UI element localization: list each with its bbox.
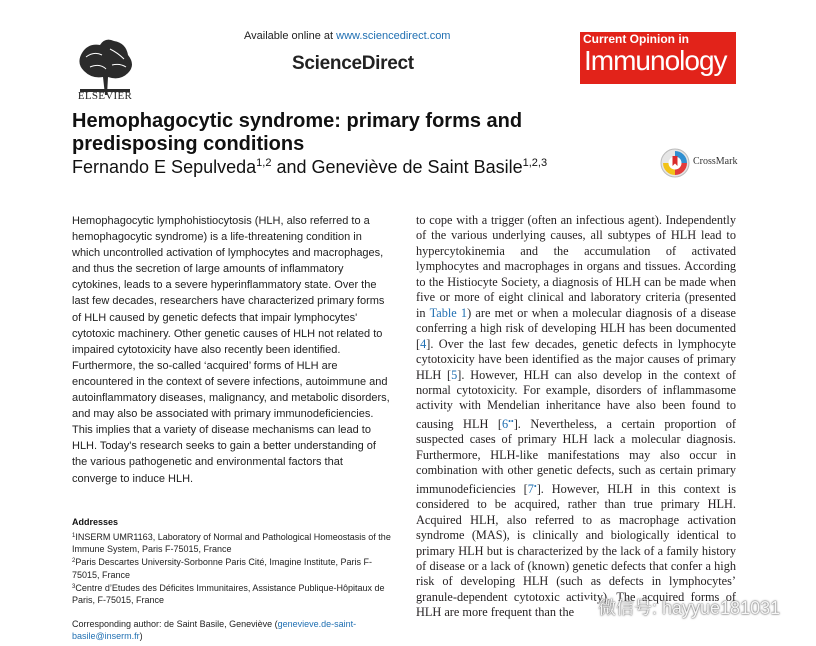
author-1-affiliation: 1,2 (256, 157, 272, 169)
crossmark-label[interactable]: CrossMark (693, 156, 738, 167)
body-segment: ]. Over the last few decades, genetic defects in lymphocyte cytotoxicity have been identified as the major causes of primary HLH [ (416, 336, 736, 382)
sciencedirect-brand: ScienceDirect (292, 53, 414, 74)
addresses-heading: Addresses (72, 517, 119, 527)
address-item (72, 581, 397, 606)
wechat-watermark: 微信号: hayyue181031 (598, 598, 781, 618)
author-2: Geneviève de Saint Basile (311, 157, 523, 177)
body-segment: to cope with a trigger (often an infectious agent). Independently of the various underlying causes, all subtypes of HLH lead to hypercytokinemia and the accumulation of activated lymphocytes and macrophages in organs and tissues. According to the Histiocyte Society, a diagnosis of HLH can be made when five or more of eight clinical and laboratory criteria (presented in (416, 213, 736, 320)
address-number: 3 (72, 583, 76, 590)
body-segment: ]. However, HLH can also develop in the context of normal cytotoxicity. For example, disorders of inflammasome activity with Mendelian inheritance have also been found to causing HLH [ (416, 367, 736, 431)
body-text (416, 213, 736, 621)
reference-7-link[interactable] (528, 482, 537, 496)
reference-6-link[interactable] (502, 417, 514, 431)
reference-6-mark[interactable]: •• (508, 416, 514, 426)
table-1-link[interactable]: Table 1 (429, 305, 468, 320)
address-text: INSERM UMR1163, Laboratory of Normal and Pathological Homeostasis of the Immune System, Paris F-75015, France (72, 532, 391, 555)
corresponding-prefix: Corresponding author: de Saint Basile, Geneviève ( (72, 619, 278, 629)
author-line (72, 157, 547, 178)
corresponding-email-link[interactable]: genevieve.de-saint-basile@inserm.fr (72, 619, 357, 642)
body-segment: ]. Nevertheless, a certain proportion of suspected cases of primary HLH lack a molecular diagnosis. Furthermore, HLH-like manifestations may also occur in combination with other genetic defects, such as certain primary immunodeficiencies [ (416, 416, 736, 496)
available-prefix: Available online at (244, 30, 337, 42)
address-item (72, 555, 397, 580)
author-1: Fernando E Sepulveda (72, 157, 257, 177)
reference-7-mark[interactable]: • (533, 481, 537, 491)
address-number: 2 (72, 558, 76, 565)
addresses-list (72, 530, 397, 606)
sciencedirect-link[interactable]: www.sciencedirect.com (336, 30, 451, 42)
journal-series: Current Opinion in (583, 32, 689, 46)
corresponding-author (72, 618, 397, 642)
reference-6-number[interactable]: 6 (501, 416, 509, 431)
body-segment: ) are met or when a molecular diagnosis of a disease conferring a high risk of developing HLH has been documented [ (416, 305, 737, 351)
corresponding-suffix: ) (139, 631, 143, 642)
address-number: 1 (72, 533, 76, 539)
available-online-line (244, 30, 450, 42)
publisher-name: ELSEVIER (77, 90, 133, 102)
reference-7-number[interactable]: 7 (527, 481, 534, 496)
article-title: Hemophagocytic syndrome: primary forms and predisposing conditions (72, 110, 523, 155)
body-segment: ]. However, HLH in this context is considered to be acquired, rather than true primary HLH. Acquired HLH, also referred to as macrophage activation syndrome (MAS), is clinically and biologically identical to primary HLH but is characterized by the lack of a family history of disease or a lack of (known) genetic defects that confer a high risk of developing HLH (such as defects in lymphocytes’ granule-dependent cytotoxic activity). The acquired forms of HLH are more frequent than the (416, 481, 736, 620)
address-text: Centre d’Etudes des Déficites Immunitaires, Assistance Publique-Hôpitaux de Paris, F-75015, France (72, 582, 385, 606)
author-conjunction: and (271, 157, 312, 177)
crossmark-icon[interactable] (660, 148, 690, 178)
author-2-affiliation: 1,2,3 (522, 157, 548, 169)
address-text: Paris Descartes University-Sorbonne Paris Cité, Imagine Institute, Paris F-75015, France (72, 557, 372, 580)
journal-title: Immunology (584, 45, 727, 76)
address-item (72, 530, 397, 555)
abstract-text: Hemophagocytic lymphohistiocytosis (HLH, also referred to a hemophagocytic syndrome) is a life-threatening condition in which uncontrolled activation of lymphocytes and macrophages, and thus the secretion of large amounts of inflammatory cytokines, leads to a severe hyperinflammatory state. Over the last few decades, researchers have characterized primary forms of HLH caused by genetic defects that impair lymphocytes' cytotoxic machinery. Other genetic causes of HLH not related to impaired cytotoxicity have also recently been identified. Furthermore, the so-called ‘acquired’ forms of HLH are encountered in the context of severe infections, autoimmune and autoinflammatory diseases, malignancy, and metabolic disorders, and may also be associated with primary immunodeficiencies. This implies that a variety of disease mechanisms can lead to HLH. Today's research seeks to gain a better understanding of the various pathogenetic and environmental factors that converge to induce HLH. (72, 215, 390, 485)
reference-5-link[interactable]: 5 (451, 367, 458, 382)
reference-4-link[interactable]: 4 (420, 336, 427, 351)
